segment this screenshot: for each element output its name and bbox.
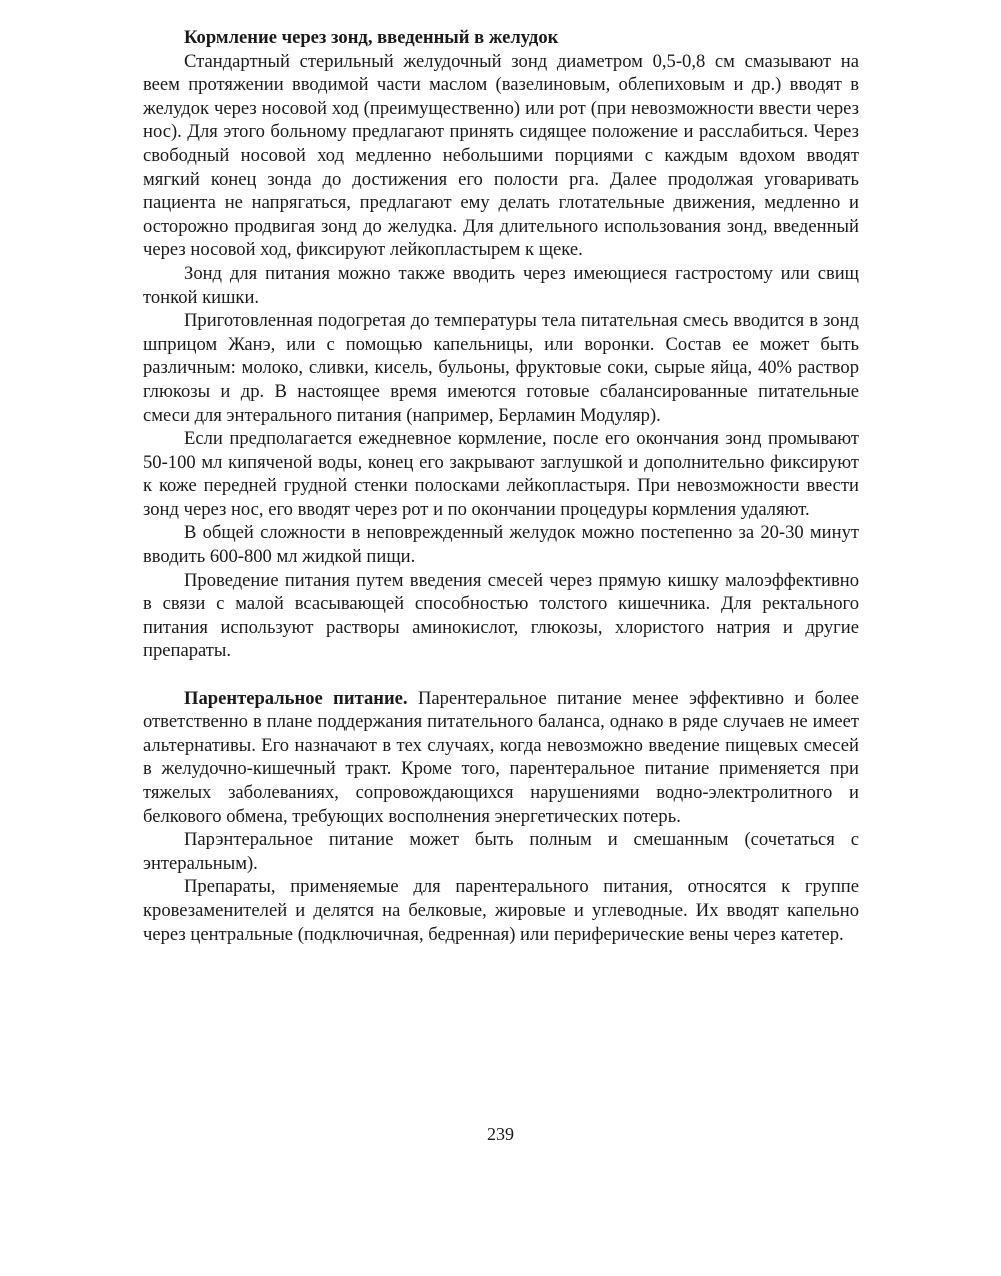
- paragraph: Приготовленная подогретая до температуры тела питательная смесь вводится в зонд шприцом Жанэ, или с помощью капельницы, или воронки. Состав ее может быть различным: молоко, сливки, кисель, бульоны, фруктовые соки, сырые яйца, 40% раствор глюкозы и др. В настоящее время имеются готовые сбалансированные питательные смеси для энтерального питания (например, Берламин Модуляр).: [143, 310, 859, 426]
- paragraph-with-lead: [143, 687, 859, 829]
- paragraph-lead-heading: Парентеральное питание.: [184, 687, 408, 709]
- paragraph: В общей сложности в неповрежденный желудок можно постепенно за 20-30 минут вводить 600-800 мл жидкой пищи.: [143, 522, 859, 568]
- paragraph-body: Парентеральное питание менее эффективно и более ответственно в плане поддержания питательного баланса, однако в ряде случаев не имеет альтернативы. Его назначают в тех случаях, когда невозможно введение пищевых смесей в желудочно-кишечный тракт. Кроме того, парентеральное питание применяется при тяжелых заболеваниях, сопровождающихся нарушениями водно-электролитного и белкового обмена, требующих восполнения энергетических потерь.: [143, 687, 859, 827]
- paragraph: Проведение питания путем введения смесей через прямую кишку малоэффективно в связи с малой всасывающей способностью толстого кишечника. Для ректального питания используют растворы аминокислот, глюкозы, хлористого натрия и другие препараты.: [143, 569, 859, 662]
- document-page: [143, 26, 859, 946]
- page-number: 239: [487, 1124, 514, 1144]
- paragraph: Парэнтеральное питание может быть полным и смешанным (сочетаться с энтеральным).: [143, 829, 859, 874]
- paragraph: Препараты, применяемые для парентерального питания, относятся к группе кровезаменителей и делятся на белковые, жировые и углеводные. Их вводят капельно через центральные (подключичная, бедренная) или периферические вены через катетер.: [143, 876, 859, 945]
- paragraph: Стандартный стерильный желудочный зонд диаметром 0,5-0,8 см смазывают на веем протяжении вводимой части маслом (вазелиновым, облепиховым и др.) вводят в желудок через носовой ход (преимущественно) или рот (при невозможности ввести через нос). Для этого больному предлагают принять сидящее положение и расслабиться. Через свободный носовой ход медленно небольшими порциями с каждым вдохом вводят мягкий конец зонда до достижения его полости рга. Далее продолжая уговаривать пациента не напрягаться, предлагают ему делать глотательные движения, медленно и осторожно продвигая зонд до желудка. Для длительного использования зонд, введенный через носовой ход, фиксируют лейкопластырем к щеке.: [143, 50, 859, 261]
- paragraph: Зонд для питания можно также вводить через имеющиеся гастростому или свищ тонкой кишки.: [143, 262, 859, 308]
- section-spacer: [143, 663, 859, 687]
- paragraph: Если предполагается ежедневное кормление, после его окончания зонд промывают 50-100 мл кипяченой воды, конец его закрывают заглушкой и дополнительно фиксируют к коже передней грудной стенки полосками лейкопластыря. При невозможности ввести зонд через нос, его вводят через рот и по окончании процедуры кормления удаляют.: [143, 428, 859, 520]
- section-heading: Кормление через зонд, введенный в желудок: [184, 27, 559, 48]
